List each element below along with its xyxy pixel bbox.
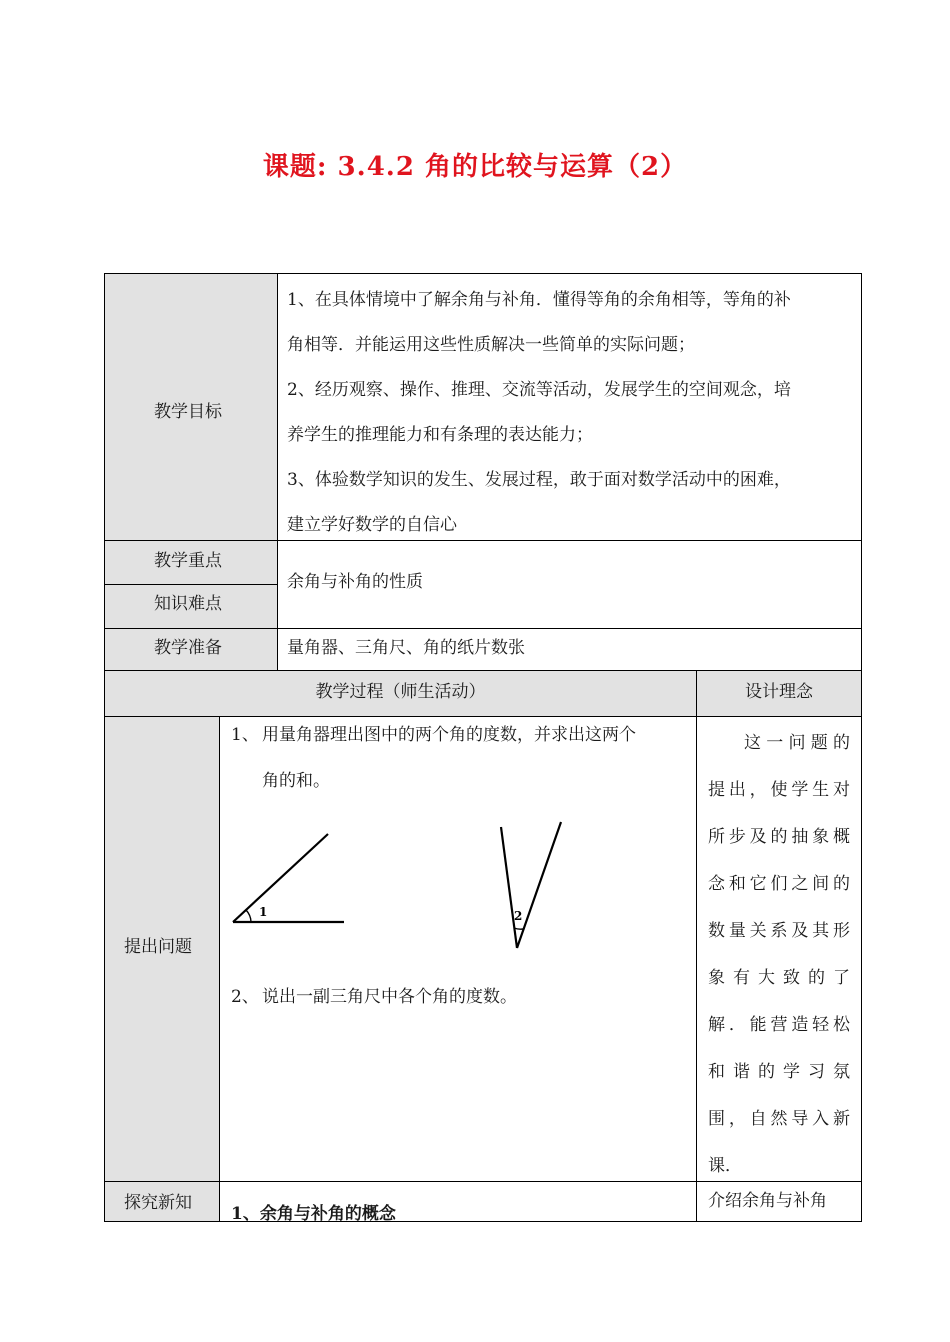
- design-line: 解．能营造轻松: [708, 1015, 850, 1035]
- design-line: 课．: [708, 1156, 742, 1176]
- design-line: 和谐的学习氛: [708, 1062, 850, 1082]
- angle-2-ray-left: [501, 827, 517, 948]
- stage2-heading: 1、余角与补角的概念: [231, 1204, 396, 1224]
- design-line: 象有大致的了: [708, 968, 850, 988]
- item2-text: 说出一副三角尺中各个角的度数。: [262, 987, 517, 1007]
- objective-line: 建立学好数学的自信心: [287, 515, 457, 535]
- angle-figure: [220, 800, 696, 960]
- angle-1-ray-upper: [233, 834, 328, 922]
- difficulty-label: 知识难点: [154, 594, 222, 614]
- prep-label: 教学准备: [154, 638, 222, 658]
- table-border: [104, 584, 277, 585]
- page-title: 课题: 3.4.2 角的比较与运算（2）: [262, 152, 688, 182]
- stage2-design-note: 介绍余角与补角: [708, 1191, 827, 1211]
- table-border: [104, 716, 862, 717]
- angle-2-arc: [514, 928, 523, 929]
- stage1-label: 提出问题: [124, 937, 192, 957]
- angle-1-arc: [246, 910, 251, 922]
- item1-number: 1、: [231, 725, 259, 745]
- table-border: [104, 273, 105, 1222]
- angle-2-label: 2: [514, 909, 523, 923]
- table-border: [104, 273, 862, 274]
- objective-line: 角相等．并能运用这些性质解决一些简单的实际问题；: [287, 335, 695, 355]
- item2-number: 2、: [231, 987, 259, 1007]
- objectives-label: 教学目标: [154, 402, 222, 422]
- stage2-label: 探究新知: [124, 1193, 192, 1213]
- angle-2-ray-right: [517, 822, 561, 948]
- design-line: 念和它们之间的: [708, 874, 850, 894]
- stage1-design-note: [708, 720, 850, 1190]
- angle-1-figure: [233, 834, 344, 922]
- angle-2-figure: [501, 822, 561, 948]
- angle-1-label: 1: [259, 905, 268, 919]
- design-line: 提出，使学生对: [708, 780, 850, 800]
- table-border: [104, 670, 862, 671]
- objective-line: 3、体验数学知识的发生、发展过程，敢于面对数学活动中的困难，: [287, 470, 791, 490]
- table-border: [696, 670, 697, 1222]
- objectives-text: [287, 278, 853, 548]
- design-line: 围，自然导入新: [708, 1109, 850, 1129]
- objective-line: 2、经历观察、操作、推理、交流等活动，发展学生的空间观念，培: [287, 380, 791, 400]
- table-border: [104, 628, 862, 629]
- table-border: [277, 273, 278, 670]
- item1-text-line2: 角的和。: [262, 771, 330, 791]
- key-point-label: 教学重点: [154, 551, 222, 571]
- prep-text: 量角器、三角尺、角的纸片数张: [287, 638, 525, 658]
- key-and-difficulty-text: 余角与补角的性质: [287, 572, 423, 592]
- table-border: [219, 716, 220, 1222]
- objective-line: 1、在具体情境中了解余角与补角．懂得等角的余角相等，等角的补: [287, 290, 791, 310]
- item1-text-line1: 用量角器理出图中的两个角的度数，并求出这两个: [262, 725, 636, 745]
- table-border: [861, 273, 862, 1222]
- design-line: 数量关系及其形: [708, 921, 850, 941]
- design-line: 所步及的抽象概: [708, 827, 850, 847]
- design-header: 设计理念: [745, 682, 813, 702]
- process-header: 教学过程（师生活动）: [315, 682, 486, 702]
- table-border: [104, 1221, 862, 1222]
- objective-line: 养学生的推理能力和有条理的表达能力；: [287, 425, 593, 445]
- design-line: 这一问题的: [744, 733, 850, 753]
